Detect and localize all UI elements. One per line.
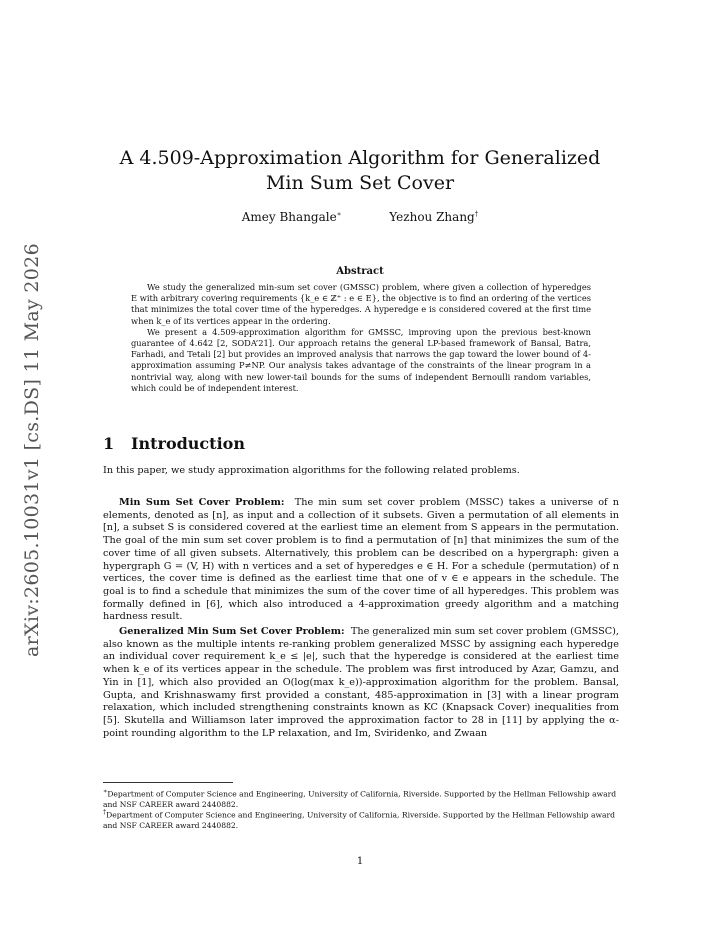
gmssc-paragraph (103, 626, 619, 740)
author-list (100, 210, 620, 224)
paper-title: A 4.509-Approximation Algorithm for Generalized Min Sum Set Cover (119, 147, 601, 194)
author: Amey Bhangale∗ (241, 210, 342, 224)
footnote: ∗Department of Computer Science and Engineering, University of California, Riverside. Supported by the Hellman Fellowship award and NSF CAREER award 2440882. (103, 788, 617, 809)
abstract-body (131, 282, 591, 394)
section-heading (103, 434, 245, 453)
paragraph-text: The min sum set cover problem (MSSC) takes a universe of n elements, denoted as [n], as input and a collection of it subsets. Given a permutation of all elements in [n], a subset S is considered covered at the earliest time an element from S appears in the permutation. The goal of the min sum set cover problem is to find a permutation of [n] that minimizes the sum of the cover time of all given subsets. Alternatively, this problem can be described on a hypergraph: given a hypergraph G = (V, H) with n vertices and a set of hyperedges e ∈ H. For a schedule (permutation) of n vertices, the cover time is defined as the earliest time that one of v ∈ e appears in the schedule. The goal is to find a schedule that minimizes the sum of the cover time of all hyperedges. This problem was formally defined in [6], which also introduced a 4-approximation greedy algorithm and a matching hardness result. (103, 497, 619, 623)
arxiv-sidebar (20, 243, 44, 657)
section-number: 1 (103, 434, 115, 453)
footnote: †Department of Computer Science and Engineering, University of California, Riverside. Supported by the Hellman Fellowship award and NSF CAREER award 2440882. (103, 809, 615, 830)
arxiv-identifier: arXiv:2605.10031v1 [cs.DS] 11 May 2026 (21, 243, 43, 657)
page-number: 1 (356, 856, 364, 867)
paragraph-lead: Generalized Min Sum Set Cover Problem: (119, 626, 345, 637)
paragraph-lead: Min Sum Set Cover Problem: (119, 497, 285, 508)
abstract-heading: Abstract (336, 266, 384, 277)
intro-paragraph: In this paper, we study approximation algorithms for the following related problems. (103, 465, 520, 476)
section-title: Introduction (131, 434, 245, 453)
footnote-divider (103, 782, 233, 783)
author: Yezhou Zhang† (389, 210, 479, 224)
paragraph-text: The generalized min sum set cover problem (GMSSC), also known as the multiple intents re-ranking problem generalized MSSC by assigning each hyperedge an individual cover requirement k_e ≤ |e|, such that the hyperedge is considered at the earliest time when k_e of its vertices appear in the schedule. The problem was first introduced by Azar, Gamzu, and Yin in [1], which also provided an O(log(max k_e))-approximation algorithm for the problem. Bansal, Gupta, and Krishnaswamy first provided a constant, 485-approximation in [3] with a linear program relaxation, which included strengthening constraints known as KC (Knapsack Cover) inequalities from [5]. Skutella and Williamson later improved the approximation factor to 28 in [11] by applying the α-point rounding algorithm to the LP relaxation, and Im, Sviridenko, and Zwaan (103, 626, 619, 739)
abstract-paragraph: We present a 4.509-approximation algorithm for GMSSC, improving upon the previous best-known guarantee of 4.642 [2, SODA’21]. Our approach retains the general LP-based framework of Bansal, Batra, Farhadi, and Tetali [2] but provides an improved analysis that narrows the gap toward the lower bound of 4-approximation assuming P≠NP. Our analysis takes advantage of the constraints of the linear program in a nontrivial way, along with new lower-tail bounds for the sums of independent Bernoulli random variables, which could be of independent interest. (131, 326, 591, 393)
mssc-paragraph (103, 497, 619, 624)
abstract-paragraph: We study the generalized min-sum set cover (GMSSC) problem, where given a collection of hyperedges E with arbitrary covering requirements {k_e ∈ ℤ⁺ : e ∈ E}, the objective is to find an ordering of the vertices that minimizes the total cover time of the hyperedges. A hyperedge e is considered covered at the first time when k_e of its vertices appear in the ordering. (131, 282, 591, 326)
